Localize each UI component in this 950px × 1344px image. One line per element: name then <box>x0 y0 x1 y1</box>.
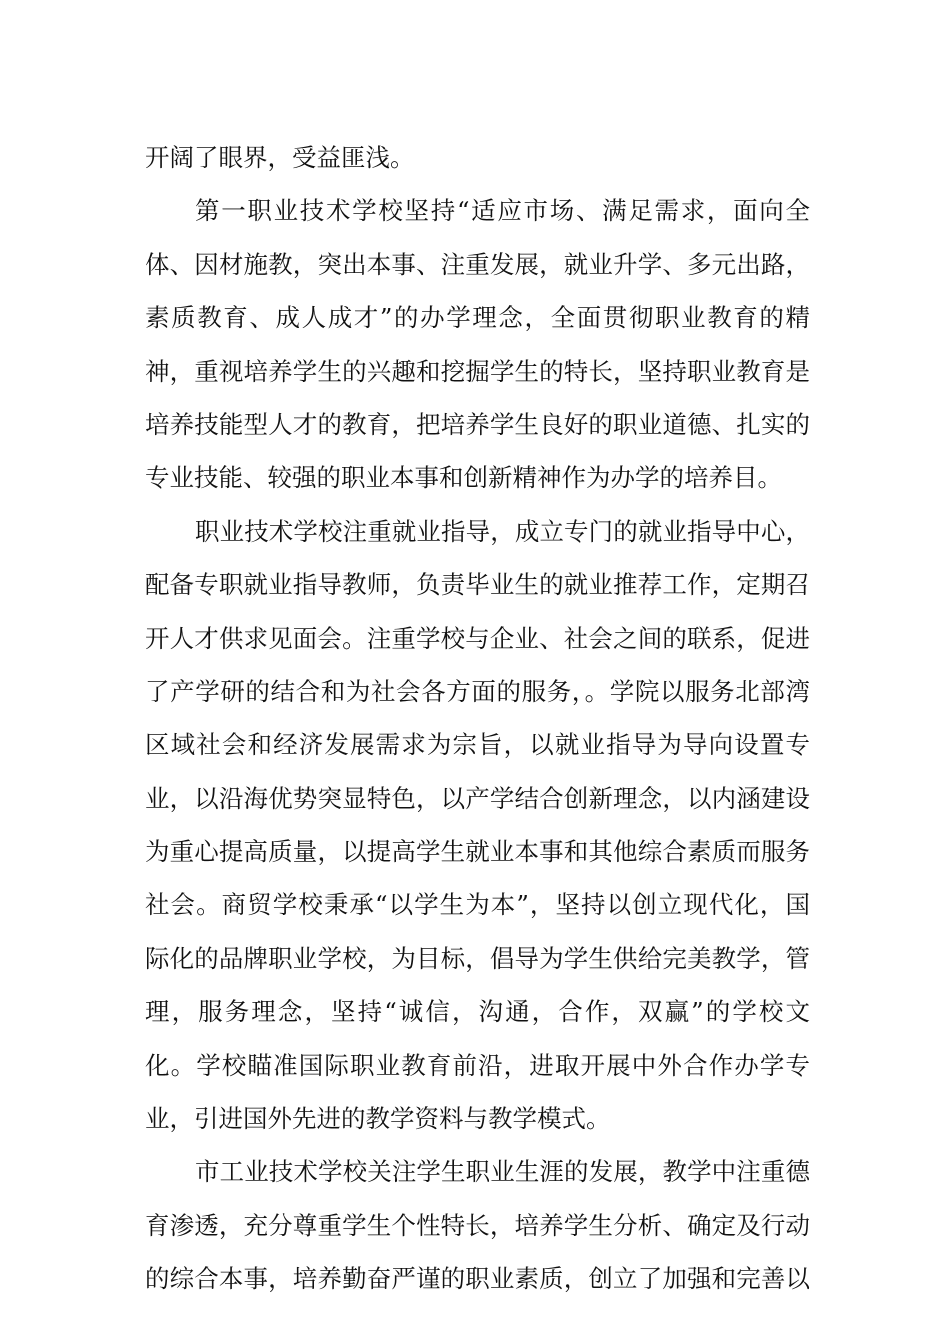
text-line: 育渗透，充分尊重学生个性特长，培养学生分析、确定及行动 <box>145 1210 810 1240</box>
text-line: 配备专职就业指导教师，负责毕业生的就业推荐工作，定期召 <box>145 570 810 600</box>
text-line: 开人才供求见面会。注重学校与企业、社会之间的联系，促进 <box>145 623 810 653</box>
text-line: 培养技能型人才的教育，把培养学生良好的职业道德、扎实的 <box>145 409 810 439</box>
text-line: 体、因材施教，突出本事、注重发展，就业升学、多元出路， <box>145 249 810 279</box>
text-line: 区域社会和经济发展需求为宗旨，以就业指导为导向设置专 <box>145 730 810 760</box>
text-line: 业，以沿海优势突显特色，以产学结合创新理念，以内涵建设 <box>145 783 810 813</box>
text-line: 开阔了眼界，受益匪浅。 <box>145 143 415 172</box>
text-line: 化。学校瞄准国际职业教育前沿，进取开展中外合作办学专 <box>145 1050 810 1080</box>
text-line: 专业技能、较强的职业本事和创新精神作为办学的培养目。 <box>145 463 782 493</box>
text-line: 神，重视培养学生的兴趣和挖掘学生的特长，坚持职业教育是 <box>145 356 810 386</box>
text-line: 际化的品牌职业学校，为目标，倡导为学生供给完美教学，管 <box>145 943 810 973</box>
text-line: 了产学研的结合和为社会各方面的服务，。学院以服务北部湾 <box>145 676 810 706</box>
text-line: 市工业技术学校关注学生职业生涯的发展，教学中注重德 <box>195 1157 810 1187</box>
text-line: 的综合本事，培养勤奋严谨的职业素质，创立了加强和完善以 <box>145 1264 810 1294</box>
text-line: 第一职业技术学校坚持“适应市场、满足需求，面向全 <box>195 196 810 226</box>
text-line: 业，引进国外先进的教学资料与教学模式。 <box>145 1104 611 1134</box>
text-line: 理，服务理念，坚持“诚信，沟通，合作，双赢”的学校文 <box>145 997 810 1027</box>
document-body <box>145 131 810 1306</box>
text-line: 为重心提高质量，以提高学生就业本事和其他综合素质而服务 <box>145 837 810 867</box>
text-line: 社会。商贸学校秉承“以学生为本”，坚持以创立现代化，国 <box>145 890 810 920</box>
text-line: 素质教育、成人成才”的办学理念，全面贯彻职业教育的精 <box>145 303 810 333</box>
text-line: 职业技术学校注重就业指导，成立专门的就业指导中心， <box>195 516 810 546</box>
